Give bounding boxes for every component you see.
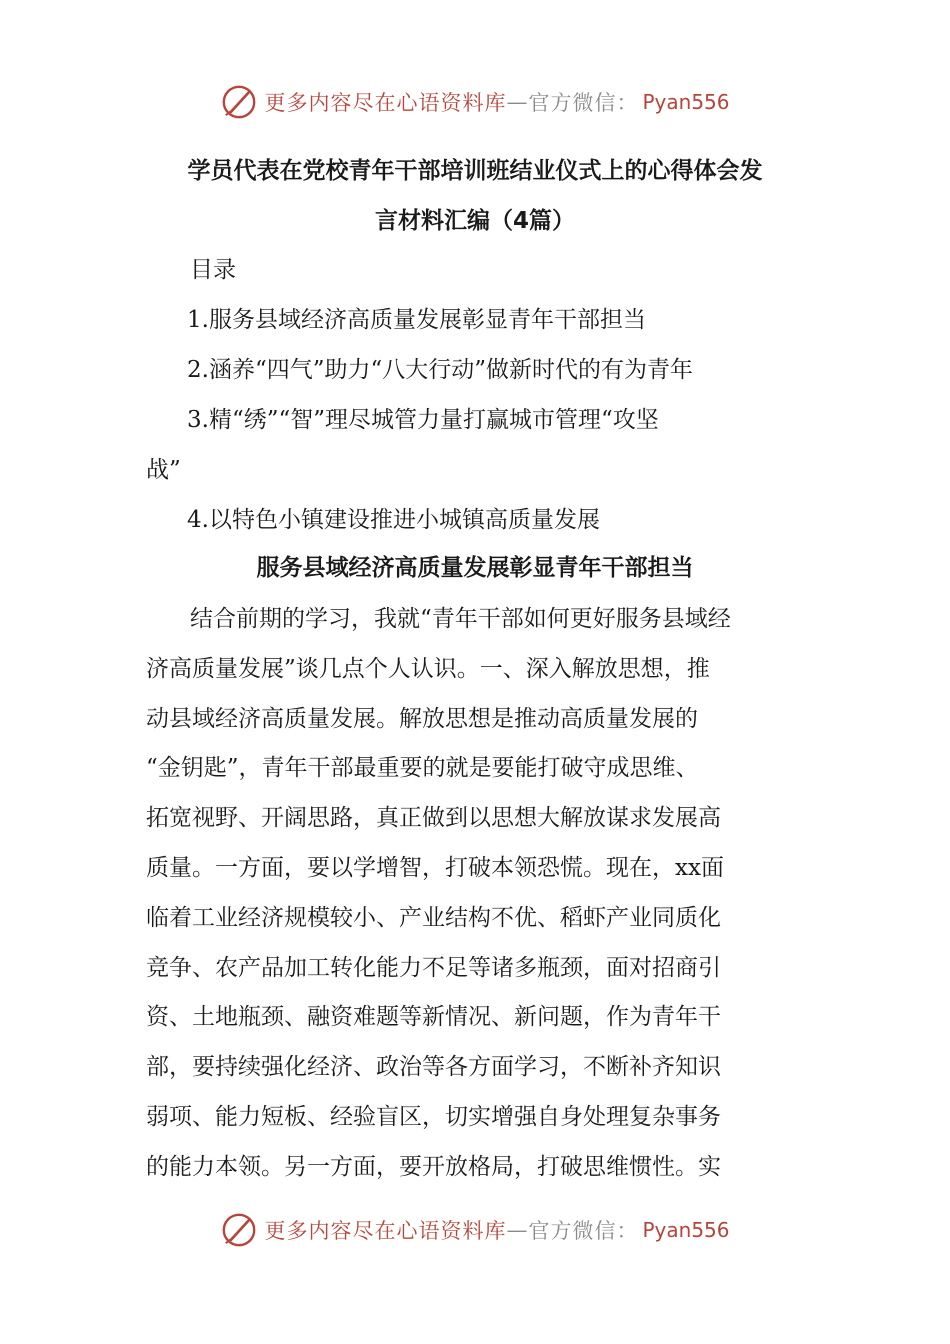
body-line: “金钥匙”，青年干部最重要的就是要能打破守成思维、 (146, 755, 699, 782)
banner-label: 官方微信： (528, 91, 639, 115)
body-line: 的能力本领。另一方面，要开放格局，打破思维惯性。实 (146, 1153, 721, 1180)
toc-item: 2.涵养“四气”助力“八大行动”做新时代的有为青年 (187, 357, 693, 383)
banner-text: 更多内容尽在心语资料库 (264, 91, 507, 115)
banner-wechat-id: Pyan556 (642, 1218, 730, 1242)
body-line: 动县域经济高质量发展。解放思想是推动高质量发展的 (146, 705, 698, 732)
body-line: 资、土地瓶颈、融资难题等新情况、新问题，作为青年干 (146, 1004, 721, 1031)
banner-label: 官方微信： (528, 1219, 639, 1243)
body-line: 拓宽视野、开阔思路，真正做到以思想大解放谋求发展高 (146, 805, 721, 832)
toc-item: 4.以特色小镇建设推进小城镇高质量发展 (187, 507, 600, 533)
section-title: 服务县域经济高质量发展彰显青年干部担当 (256, 555, 694, 581)
banner-separator: — (506, 1218, 529, 1242)
toc-item-continuation: 战” (146, 457, 181, 483)
body-line: 部，要持续强化经济、政治等各方面学习，不断补齐知识 (146, 1054, 721, 1081)
body-line: 济高质量发展”谈几点个人认识。一、深入解放思想，推 (146, 655, 710, 682)
banner-wechat-id: Pyan556 (642, 90, 730, 114)
body-line: 质量。一方面，要以学增智，打破本领恐慌。现在，xx面 (146, 854, 724, 881)
body-line: 结合前期的学习，我就“青年干部如何更好服务县域经 (190, 606, 731, 632)
toc-item: 3.精“绣”“智”理尽城管力量打赢城市管理“攻坚 (187, 407, 659, 433)
banner-separator: — (506, 90, 529, 114)
toc-item: 1.服务县域经济高质量发展彰显青年干部担当 (187, 307, 646, 333)
body-line: 弱项、能力短板、经验盲区，切实增强自身处理复杂事务 (146, 1103, 721, 1130)
header-watermark-banner (0, 80, 950, 124)
quill-pen-logo-icon (220, 1211, 258, 1249)
body-line: 临着工业经济规模较小、产业结构不优、稻虾产业同质化 (146, 904, 721, 931)
body-line: 竞争、农产品加工转化能力不足等诸多瓶颈，面对招商引 (146, 954, 721, 981)
quill-pen-logo-icon (220, 83, 258, 121)
document-title-line-1: 学员代表在党校青年干部培训班结业仪式上的心得体会发 (187, 158, 763, 184)
toc-heading: 目录 (190, 257, 236, 283)
document-title-line-2: 言材料汇编（4篇） (374, 208, 575, 234)
banner-text: 更多内容尽在心语资料库 (264, 1219, 507, 1243)
footer-watermark-banner (0, 1208, 950, 1252)
body-paragraph (146, 595, 806, 1193)
